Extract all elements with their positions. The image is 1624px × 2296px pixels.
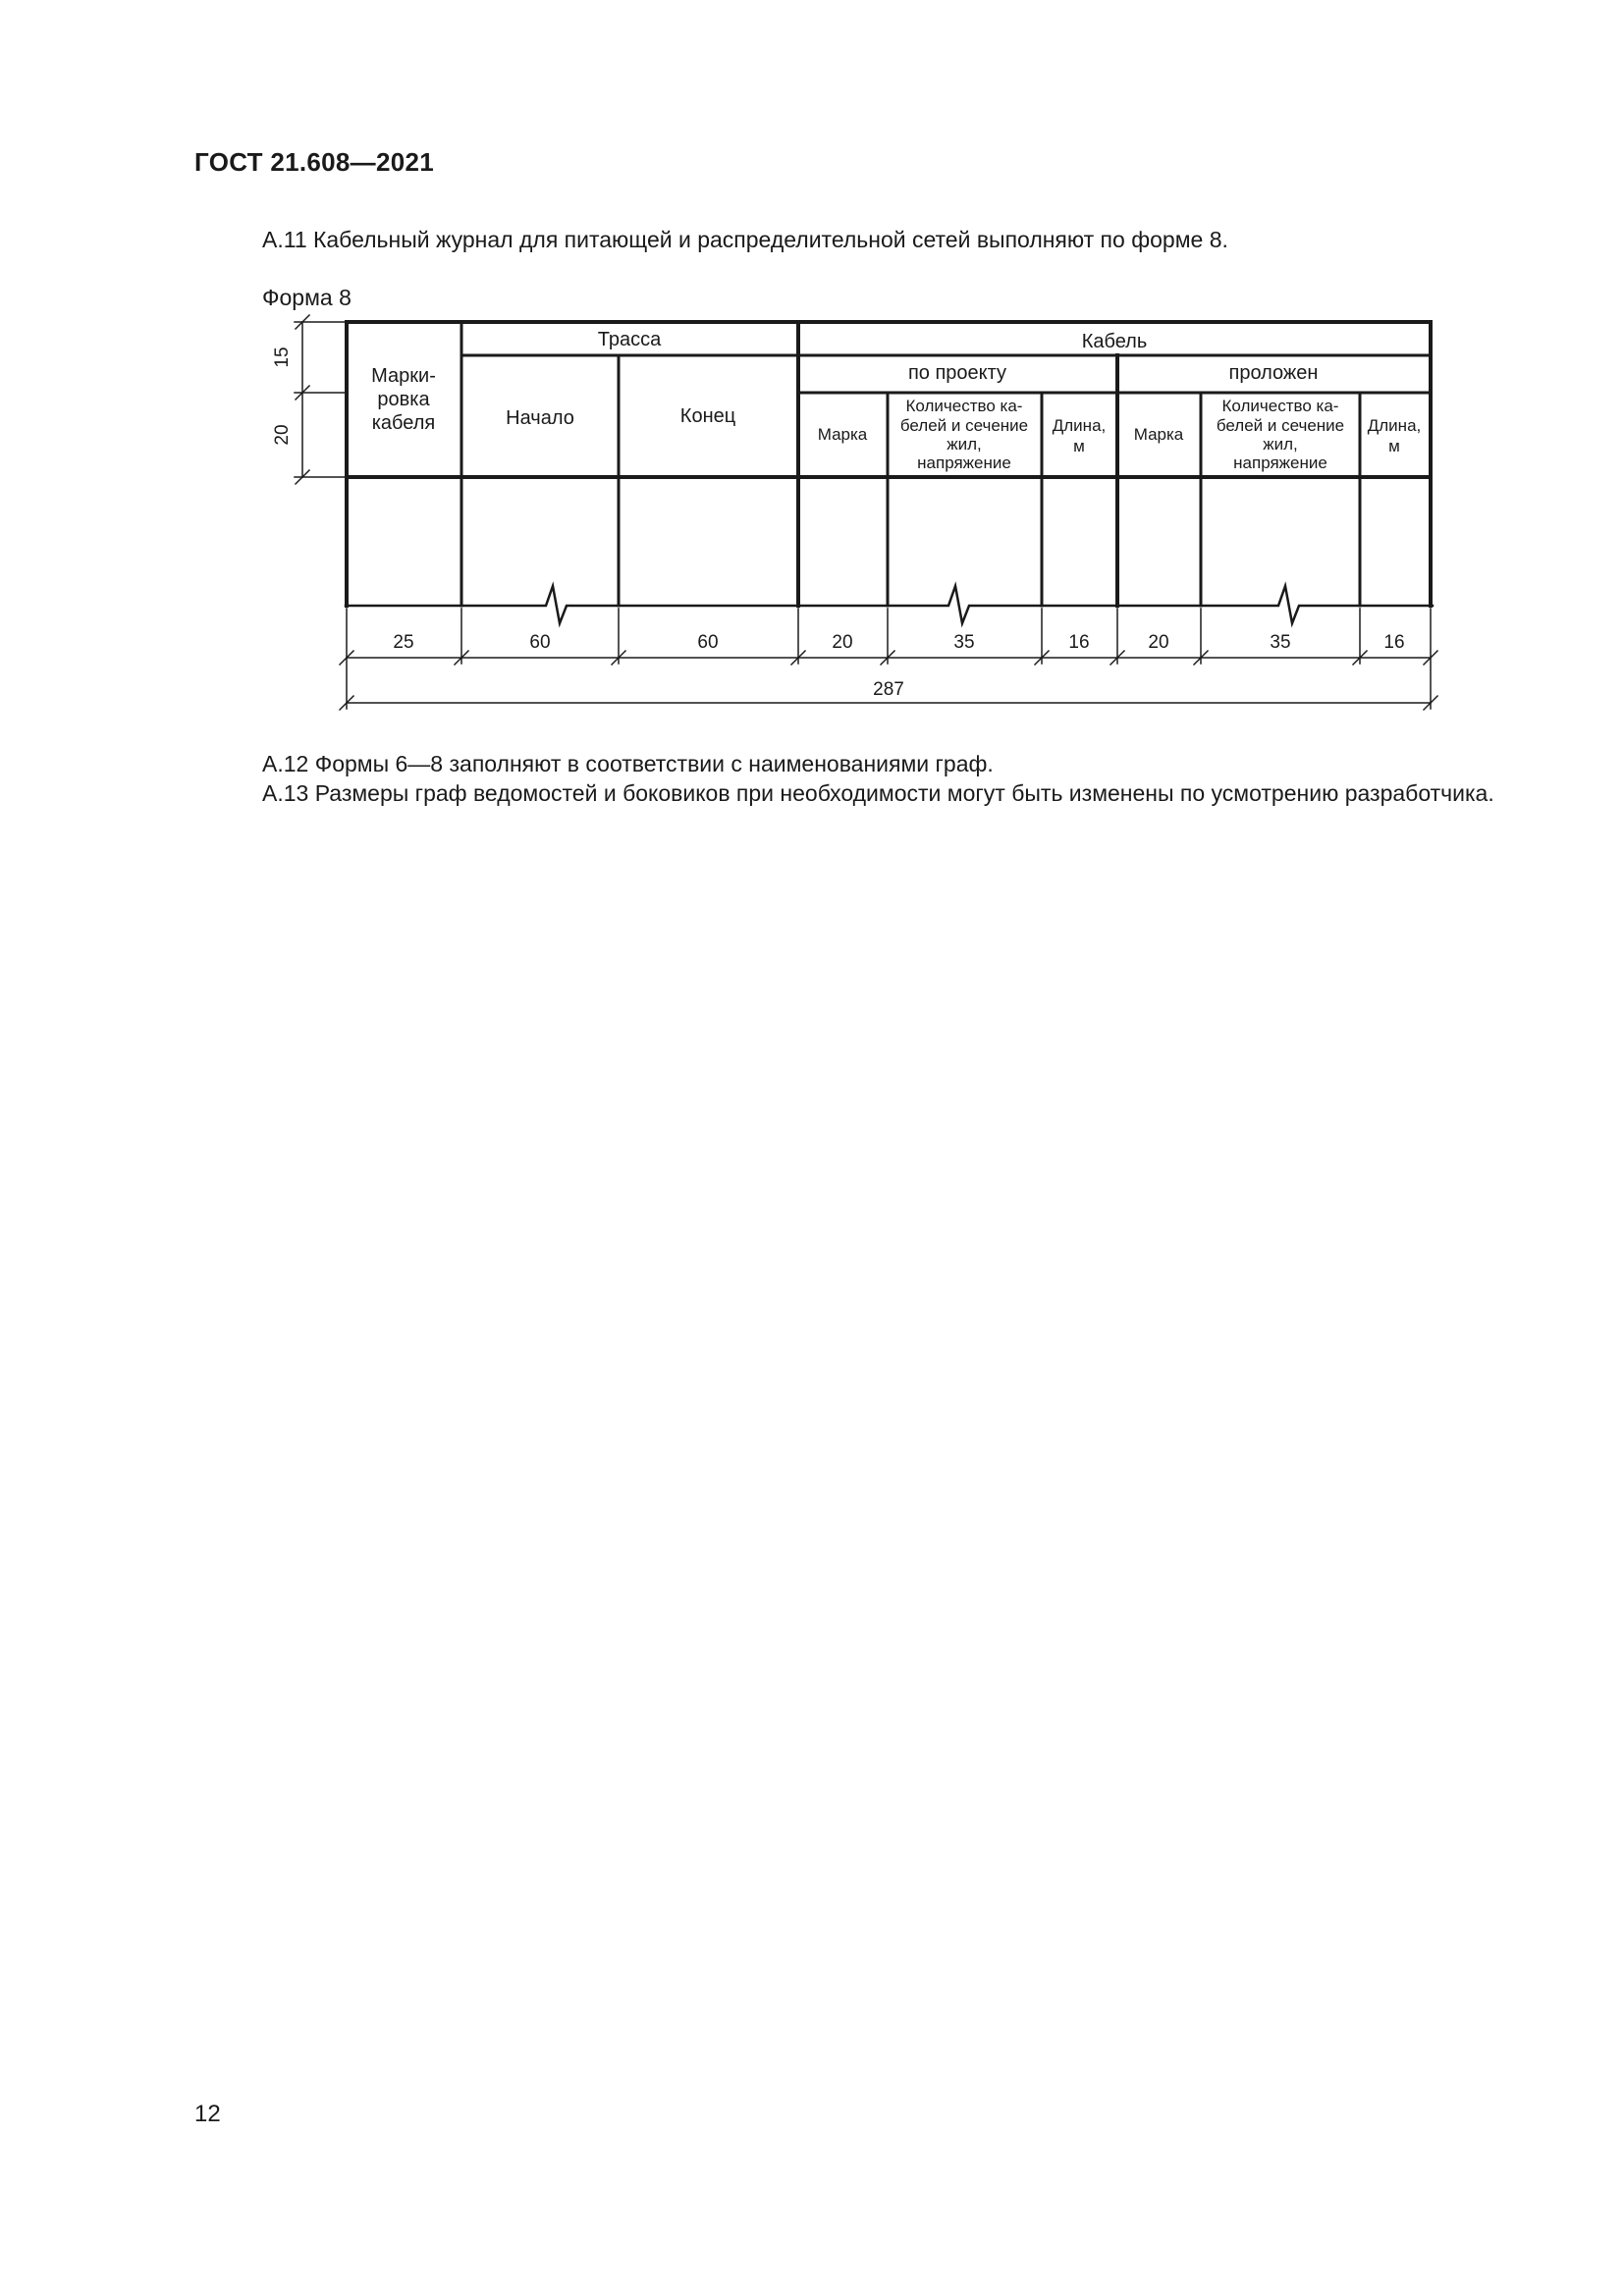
header-length-laid-line2: м: [1388, 437, 1400, 455]
header-marking-line1: Марки-: [371, 365, 436, 387]
header-marking-line2: ровка: [377, 389, 430, 410]
page-number: 12: [194, 2101, 221, 2127]
header-cable: Кабель: [1081, 331, 1148, 352]
header-by-project: по проекту: [907, 362, 1007, 384]
col-width-5: 35: [953, 632, 975, 653]
paragraph-a11: А.11 Кабельный журнал для питающей и распределительной сетей выполняют по форме 8.: [262, 227, 1228, 252]
header-start: Начало: [506, 407, 574, 429]
header-quantity-laid-line4: напряжение: [1233, 454, 1327, 472]
header-quantity-laid-line3: жил,: [1263, 435, 1298, 454]
paragraph-a12: А.12 Формы 6—8 заполняют в соответствии с наименованиями граф.: [262, 751, 994, 776]
header-brand-project: Марка: [817, 425, 868, 444]
col-width-1: 25: [393, 632, 414, 653]
header-quantity-project-line1: Количество ка-: [905, 397, 1023, 415]
header-quantity-laid-line1: Количество ка-: [1221, 397, 1339, 415]
header-quantity-project-line2: белей и сечение: [899, 416, 1029, 435]
header-length-project-line1: Длина,: [1052, 416, 1107, 435]
header-length-laid-line1: Длина,: [1367, 416, 1422, 435]
col-width-4: 20: [832, 632, 853, 653]
col-width-2: 60: [529, 632, 551, 653]
paragraph-a13: А.13 Размеры граф ведомостей и боковиков при необходимости могут быть изменены по усмотрению разработчика.: [262, 780, 1494, 806]
total-width: 287: [873, 679, 904, 700]
header-end: Конец: [679, 405, 736, 427]
header-length-project-line2: м: [1073, 437, 1085, 455]
header-route: Трасса: [597, 329, 662, 350]
header-marking-line3: кабеля: [371, 412, 436, 434]
row-height-20: 20: [272, 424, 293, 446]
header-brand-laid: Марка: [1133, 425, 1184, 444]
col-width-6: 16: [1068, 632, 1090, 653]
header-quantity-project-line3: жил,: [947, 435, 982, 454]
header-quantity-laid-line2: белей и сечение: [1216, 416, 1345, 435]
form-label: Форма 8: [262, 285, 352, 310]
document-code: ГОСТ 21.608—2021: [194, 147, 435, 177]
col-width-7: 20: [1148, 632, 1169, 653]
col-width-9: 16: [1383, 632, 1405, 653]
col-width-8: 35: [1270, 632, 1291, 653]
header-quantity-project-line4: напряжение: [917, 454, 1011, 472]
col-width-3: 60: [697, 632, 719, 653]
row-height-15: 15: [272, 347, 293, 368]
header-laid: проложен: [1228, 362, 1319, 384]
